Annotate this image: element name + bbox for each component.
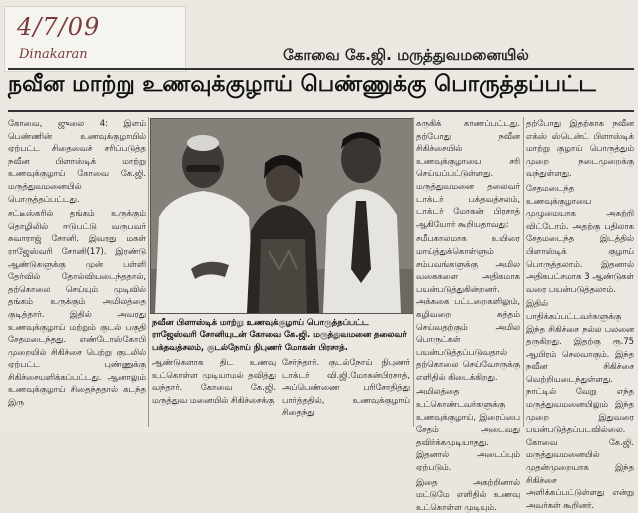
column-3-bottom [282,356,410,430]
note-source: Dinakaran [19,47,88,62]
paragraph: அமிலத்தை உட்கொண்டவர்களுக்கு உணவுக்குழாய், இரைப்பை சேதம் அடைவது தவிர்க்கமுடியாதது. இதனால் அடைப்பும் ஏற்படும். [416,386,520,473]
column-divider [148,117,149,427]
paragraph: சட்டீஸ்கரில் தங்கம் உருக்கும் தொழிலில் ஈடுபட்டு வருபவர் சுவாராஜ் சோனி. இவரது மகள் ராஜேஸ்வரி சோனி(17). இரண்டு ஆண்டுகளுக்கு முன் பள்ளி தேர்வில் தோல்வியடைந்ததால், தற்கொலை செய்யும் முடிவில் தங்கம் உருக்கும் அமிலத்தை குடித்தார். இதில் அவரது உணவுக்குழாய் மற்றும் குடல் பகுதி சேதமடைந்தது. எண்டோஸ்கோபி முறையில் சிகிச்சை பெற்று குடலில் ஏற்பட்ட புண்ணுக்கு சிகிச்சையளிக்கப்பட்டது. ஆனாலும் உணவுக்குழாய் சிதைந்ததால் கடந்த இரு [8,208,146,408]
paragraph: இதில் பாதிக்கப்பட்டவர்களுக்கு இந்த சிகிச்சை நல்ல பலனை தருகிறது. இதற்கு ரூ.75 ஆயிரம் செலவாகும். இந்த நவீன சிகிச்சை வெற்றியடைந்துள்ளது. நாட்டில் வேறு எந்த மருத்துவமனையிலும் இந்த முறை இதுவரை பயன்படுத்தப்படவில்லை. கோவை கே.ஜி. மருத்துவமனையில் முதன்முறையாக இந்த சிகிச்சை அளிக்கப்பட்டுள்ளது என்று அவர்கள் கூறினர். [526,298,634,510]
rule-bottom [8,110,634,112]
paragraph: ஆண்டுகளாக திட உணவு உட்கொள்ள முடியாமல் தவித்து வந்தார். கோவை கே.ஜி. மருத்துவ மனையில் சிகிச்சைக்கு [152,357,276,405]
column-divider [413,117,414,427]
photo-caption: நவீன பிளாஸ்டிக் மாற்று உணவுக்குழாய் பொருத்தப்பட்ட ராஜேஸ்வரி சோனியுடன் கோவை கே.ஜி. மருத்துவமனை தலைவர் பக்தவத்சலம், குடல்நோய் நிபுணர் மோகன் பிரசாத். [152,317,407,352]
news-photo [150,118,414,314]
headline: நவீன மாற்று உணவுக்குழாய் பெண்ணுக்கு பொருத்தப்பட்ட [8,72,596,97]
news-photo-image [151,119,413,313]
column-1 [8,117,146,429]
paragraph: சேதமடைந்த உணவுக்குழாயை முழுமையாக அகற்றி விட்டோம். அதற்கு பதிலாக சேதமடைந்த இடத்தில் பிளாஸ்டிக் குழாய் பொருத்தலாம். இதனால் அதிகபட்சமாக 3 ஆண்டுகள் வரை பயன்படுத்தலாம். [526,182,634,294]
handwritten-note [4,6,186,72]
paragraph: சமீபகாலமாக உயிரை மாய்த்துக்கொள்ளும் சம்பவங்களுக்கு அமில வகைகளை அதிகமாக பயன்படுத்துகின்றனர். அக்ககை பட்டறைகளிலும், கழிவறை சுத்தம் செய்வதற்கும் அமில பொருட்கள் பயன்படுத்தப்படுவதால் தற்கொலை செய்வோருக்கு எளிதில் கிடைக்கிறது. [416,233,520,382]
paragraph: தற்போது இதற்காக நவீன எக்ஸ் ஸ்டென்ட் பிளாஸ்டிக் மாற்று குழாய் பொருத்தும் முறை நடைமுறைக்கு வந்துள்ளது. [526,118,634,179]
column-5 [526,117,634,510]
paragraph: சேர்ந்தார். குடல்நோய் நிபுணர் டாக்டர் வி.ஜி.மோகன்பிரசாத், அப்பெண்ணை பரிசோதித்து பார்த்ததில், உணவுக்குழாய் சிதைந்து [282,357,410,418]
paragraph: இதை அகற்றினால் மட்டுமே எளிதில் உணவு உட்கொள்ள முடியும். [416,476,520,512]
column-2-bottom [152,356,276,430]
paragraph: கருகிக் காணப்பட்டது. தற்போது நவீன சிகிச்சையில் உணவுக்குழாயை சரி செய்யப்பட்டுள்ளது. மருத்துவமனை தலைவர் டாக்டர் பக்தவத்சலம், டாக்டர் மோகன் பிரசாத் ஆகியோர் கூறியதாவது: [416,118,520,229]
column-4 [416,117,520,512]
paragraph: கோவை, ஜுலை 4: இளம் பெண்ணின் உணவுக்குழாயில் ஏற்பட்ட சிதைவைச் சரிப்படுத்த நவீன பிளாஸ்டிக் மாற்று உணவுக்குழாய் கோவை கே.ஜி. மருத்துவமனையில் பொருத்தப்பட்டது. [8,118,146,204]
rule-top [8,68,634,70]
note-date: 4/7/09 [17,13,101,41]
column-divider [523,117,524,427]
kicker: கோவை கே.ஜி. மருத்துவமனையில் [283,46,529,64]
